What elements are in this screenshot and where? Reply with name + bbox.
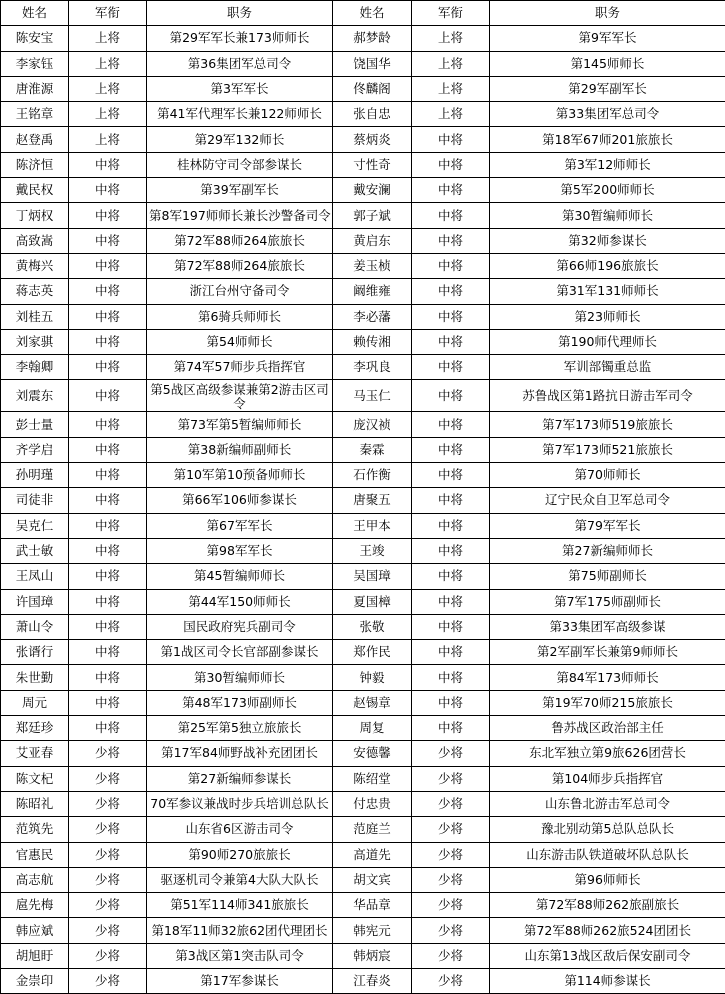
table-row [1,943,725,968]
cell-name-right: 马玉仁 [333,380,412,412]
cell-post-right: 第31军131师师长 [490,279,725,304]
cell-rank-right: 中将 [412,127,490,152]
cell-name-right: 庞汉祯 [333,412,412,437]
table-row [1,513,725,538]
table-row [1,102,725,127]
cell-rank-left: 中将 [69,279,147,304]
cell-post-left: 第5战区高级参谋兼第2游击区司令 [147,380,333,412]
cell-name-right: 戴安澜 [333,178,412,203]
cell-rank-left: 少将 [69,968,147,993]
cell-post-left: 第38新编师副师长 [147,437,333,462]
cell-name-right: 石作衡 [333,463,412,488]
cell-post-left: 第29军132师长 [147,127,333,152]
cell-rank-right: 中将 [412,304,490,329]
cell-rank-left: 上将 [69,127,147,152]
table-row [1,817,725,842]
cell-post-left: 70军参议兼战时步兵培训总队长 [147,791,333,816]
cell-post-right: 第96师师长 [490,867,725,892]
cell-post-right: 第3军12师师长 [490,152,725,177]
cell-rank-left: 上将 [69,102,147,127]
table-row [1,842,725,867]
cell-name-left: 吴克仁 [1,513,69,538]
cell-name-left: 金崇印 [1,968,69,993]
header-rank-right: 军衔 [412,1,490,26]
cell-name-right: 阚维雍 [333,279,412,304]
cell-name-right: 付忠贵 [333,791,412,816]
table-row [1,76,725,101]
table-row [1,127,725,152]
cell-rank-right: 中将 [412,279,490,304]
cell-name-left: 韩应斌 [1,918,69,943]
cell-post-left: 第36集团军总司令 [147,51,333,76]
cell-rank-right: 上将 [412,102,490,127]
cell-rank-right: 中将 [412,203,490,228]
cell-rank-right: 少将 [412,893,490,918]
cell-name-left: 陈济恒 [1,152,69,177]
table-row [1,412,725,437]
cell-rank-right: 中将 [412,513,490,538]
cell-post-left: 第73军第5暂编师师长 [147,412,333,437]
table-row [1,279,725,304]
cell-rank-left: 中将 [69,716,147,741]
cell-rank-right: 上将 [412,76,490,101]
table-row [1,640,725,665]
cell-name-left: 许国璋 [1,589,69,614]
cell-name-right: 夏国樟 [333,589,412,614]
cell-rank-left: 上将 [69,51,147,76]
cell-name-left: 胡旭盱 [1,943,69,968]
cell-rank-right: 上将 [412,26,490,51]
cell-post-left: 第39军副军长 [147,178,333,203]
cell-post-right: 第19军70师215旅旅长 [490,690,725,715]
cell-name-right: 安德馨 [333,741,412,766]
cell-name-right: 唐聚五 [333,488,412,513]
cell-rank-right: 少将 [412,968,490,993]
cell-rank-right: 中将 [412,355,490,380]
cell-post-right: 第18军67师201旅旅长 [490,127,725,152]
header-name-left: 姓名 [1,1,69,26]
cell-name-right: 郝梦龄 [333,26,412,51]
cell-rank-left: 中将 [69,690,147,715]
cell-post-left: 第72军88师264旅旅长 [147,228,333,253]
cell-rank-right: 中将 [412,463,490,488]
cell-name-left: 司徒非 [1,488,69,513]
cell-post-right: 第79军军长 [490,513,725,538]
cell-post-left: 驱逐机司令兼第4大队大队长 [147,867,333,892]
table-row [1,178,725,203]
cell-post-right: 第72军88师262旅524团团长 [490,918,725,943]
cell-post-right: 第2军副军长兼第9师师长 [490,640,725,665]
cell-rank-right: 中将 [412,589,490,614]
cell-post-left: 第18军11师32旅62团代理团长 [147,918,333,943]
cell-post-left: 第67军军长 [147,513,333,538]
cell-name-right: 韩宪元 [333,918,412,943]
cell-name-left: 刘家骐 [1,329,69,354]
cell-post-right: 第70师师长 [490,463,725,488]
cell-post-left: 第1战区司令长官部副参谋长 [147,640,333,665]
cell-post-left: 第74军57师步兵指挥官 [147,355,333,380]
cell-name-right: 赵锡章 [333,690,412,715]
cell-post-left: 第17军84师野战补充团团长 [147,741,333,766]
cell-rank-right: 中将 [412,412,490,437]
cell-name-left: 王凤山 [1,564,69,589]
cell-name-left: 李翰卿 [1,355,69,380]
cell-rank-right: 中将 [412,437,490,462]
table-row [1,380,725,412]
cell-name-right: 李巩良 [333,355,412,380]
cell-rank-left: 少将 [69,918,147,943]
cell-rank-left: 中将 [69,589,147,614]
cell-rank-right: 少将 [412,791,490,816]
cell-rank-left: 中将 [69,203,147,228]
cell-rank-right: 中将 [412,665,490,690]
table-row [1,690,725,715]
cell-rank-left: 中将 [69,152,147,177]
cell-name-left: 高致嵩 [1,228,69,253]
table-row [1,203,725,228]
cell-name-left: 刘震东 [1,380,69,412]
cell-post-right: 第27新编师师长 [490,538,725,563]
cell-name-left: 陈文杞 [1,766,69,791]
cell-post-right: 东北军独立第9旅626团营长 [490,741,725,766]
cell-name-right: 江春炎 [333,968,412,993]
cell-post-left: 第41军代理军长兼122师师长 [147,102,333,127]
cell-rank-left: 中将 [69,564,147,589]
cell-name-right: 王甲本 [333,513,412,538]
cell-name-right: 韩炳宸 [333,943,412,968]
table-row [1,152,725,177]
table-row [1,437,725,462]
table-row [1,766,725,791]
cell-rank-right: 中将 [412,564,490,589]
cell-name-right: 饶国华 [333,51,412,76]
cell-name-right: 李必藩 [333,304,412,329]
cell-post-left: 第98军军长 [147,538,333,563]
cell-name-right: 胡文宾 [333,867,412,892]
cell-rank-left: 中将 [69,463,147,488]
cell-post-right: 第66师196旅旅长 [490,253,725,278]
cell-name-right: 周复 [333,716,412,741]
cell-post-left: 第30暂编师师长 [147,665,333,690]
cell-name-left: 高志航 [1,867,69,892]
cell-post-left: 第25军第5独立旅旅长 [147,716,333,741]
cell-name-left: 彭士量 [1,412,69,437]
cell-name-right: 寸性奇 [333,152,412,177]
table-row [1,488,725,513]
cell-post-right: 第190师代理师长 [490,329,725,354]
cell-name-left: 萧山令 [1,614,69,639]
cell-name-right: 钟毅 [333,665,412,690]
cell-rank-left: 中将 [69,437,147,462]
cell-name-right: 郭子斌 [333,203,412,228]
cell-post-left: 第54师师长 [147,329,333,354]
cell-post-left: 第10军第10预备师师长 [147,463,333,488]
cell-rank-left: 中将 [69,329,147,354]
cell-rank-right: 中将 [412,253,490,278]
cell-name-left: 王铭章 [1,102,69,127]
table-row [1,716,725,741]
cell-rank-left: 上将 [69,76,147,101]
cell-rank-left: 少将 [69,741,147,766]
header-name-right: 姓名 [333,1,412,26]
cell-post-left: 浙江台州守备司令 [147,279,333,304]
cell-name-left: 陈昭礼 [1,791,69,816]
cell-post-right: 山东第13战区敌后保安副司令 [490,943,725,968]
table-row [1,228,725,253]
cell-post-right: 第7军173师519旅旅长 [490,412,725,437]
cell-rank-left: 少将 [69,817,147,842]
cell-post-left: 第72军88师264旅旅长 [147,253,333,278]
header-post-left: 职务 [147,1,333,26]
cell-rank-left: 中将 [69,640,147,665]
cell-name-left: 朱世勤 [1,665,69,690]
cell-rank-left: 中将 [69,538,147,563]
cell-rank-right: 上将 [412,51,490,76]
cell-post-right: 豫北别动第5总队总队长 [490,817,725,842]
cell-rank-right: 中将 [412,690,490,715]
cell-name-right: 张敬 [333,614,412,639]
cell-post-right: 第72军88师262旅副旅长 [490,893,725,918]
cell-name-left: 李家钰 [1,51,69,76]
table-row [1,304,725,329]
cell-rank-right: 中将 [412,228,490,253]
cell-name-left: 扈先梅 [1,893,69,918]
cell-name-right: 张自忠 [333,102,412,127]
cell-rank-right: 中将 [412,178,490,203]
cell-post-right: 辽宁民众自卫军总司令 [490,488,725,513]
cell-name-right: 蔡炳炎 [333,127,412,152]
cell-name-right: 高道先 [333,842,412,867]
table-row [1,589,725,614]
cell-rank-left: 中将 [69,228,147,253]
cell-name-right: 王竣 [333,538,412,563]
cell-post-left: 第48军173师副师长 [147,690,333,715]
cell-name-right: 赖传湘 [333,329,412,354]
cell-rank-right: 少将 [412,842,490,867]
cell-name-left: 刘桂五 [1,304,69,329]
cell-rank-left: 中将 [69,380,147,412]
cell-rank-right: 中将 [412,614,490,639]
cell-name-left: 蒋志英 [1,279,69,304]
cell-rank-left: 少将 [69,842,147,867]
cell-name-right: 范庭兰 [333,817,412,842]
cell-rank-left: 少将 [69,766,147,791]
cell-rank-right: 少将 [412,817,490,842]
cell-post-left: 第66军106师参谋长 [147,488,333,513]
cell-rank-left: 中将 [69,178,147,203]
cell-rank-left: 少将 [69,893,147,918]
cell-name-right: 黄启东 [333,228,412,253]
cell-post-left: 第3战区第1突击队司令 [147,943,333,968]
cell-post-right: 第114师参谋长 [490,968,725,993]
cell-name-left: 陈安宝 [1,26,69,51]
cell-rank-left: 中将 [69,665,147,690]
cell-name-left: 黄梅兴 [1,253,69,278]
cell-rank-right: 中将 [412,640,490,665]
cell-rank-left: 中将 [69,304,147,329]
table-row [1,26,725,51]
cell-rank-right: 中将 [412,329,490,354]
cell-name-left: 丁炳权 [1,203,69,228]
cell-rank-left: 少将 [69,943,147,968]
cell-name-left: 周元 [1,690,69,715]
cell-name-left: 官惠民 [1,842,69,867]
cell-rank-left: 少将 [69,791,147,816]
cell-name-right: 华品章 [333,893,412,918]
cell-name-right: 姜玉桢 [333,253,412,278]
cell-rank-right: 中将 [412,380,490,412]
cell-name-left: 武士敏 [1,538,69,563]
cell-post-right: 第23师师长 [490,304,725,329]
cell-name-left: 艾亚春 [1,741,69,766]
cell-post-right: 苏鲁战区第1路抗日游击军司令 [490,380,725,412]
cell-post-left: 第17军参谋长 [147,968,333,993]
cell-post-left: 山东省6区游击司令 [147,817,333,842]
cell-post-left: 第3军军长 [147,76,333,101]
cell-post-right: 第104师步兵指挥官 [490,766,725,791]
cell-rank-right: 少将 [412,943,490,968]
cell-post-right: 第7军175师副师长 [490,589,725,614]
cell-post-right: 第145师师长 [490,51,725,76]
cell-post-right: 军训部镯重总监 [490,355,725,380]
cell-post-left: 桂林防守司令部参谋长 [147,152,333,177]
cell-name-left: 赵登禹 [1,127,69,152]
cell-rank-right: 少将 [412,918,490,943]
table-row [1,893,725,918]
table-row [1,329,725,354]
cell-post-right: 第33集团军总司令 [490,102,725,127]
cell-name-right: 郑作民 [333,640,412,665]
cell-rank-left: 上将 [69,26,147,51]
cell-post-left: 第90师270旅旅长 [147,842,333,867]
cell-name-right: 秦霖 [333,437,412,462]
cell-name-left: 张谞行 [1,640,69,665]
table-row [1,665,725,690]
cell-post-right: 第30暂编师师长 [490,203,725,228]
table-row [1,538,725,563]
cell-rank-right: 少将 [412,766,490,791]
table-row [1,791,725,816]
cell-post-right: 第9军军长 [490,26,725,51]
cell-post-right: 鲁苏战区政治部主任 [490,716,725,741]
cell-post-left: 国民政府宪兵副司令 [147,614,333,639]
cell-post-right: 第32师参谋长 [490,228,725,253]
cell-name-left: 孙明瑾 [1,463,69,488]
table-row [1,253,725,278]
cell-rank-left: 中将 [69,412,147,437]
table-row [1,564,725,589]
cell-name-left: 唐淮源 [1,76,69,101]
cell-name-right: 佟麟阁 [333,76,412,101]
table-row [1,918,725,943]
cell-name-left: 范筑先 [1,817,69,842]
cell-name-left: 戴民权 [1,178,69,203]
cell-post-right: 山东游击队铁道破坏队总队长 [490,842,725,867]
cell-rank-left: 中将 [69,513,147,538]
cell-post-right: 山东鲁北游击军总司令 [490,791,725,816]
cell-post-left: 第44军150师师长 [147,589,333,614]
cell-rank-right: 少将 [412,867,490,892]
cell-name-left: 齐学启 [1,437,69,462]
cell-post-right: 第75师副师长 [490,564,725,589]
cell-post-left: 第8军197师师长兼长沙警备司令 [147,203,333,228]
cell-post-right: 第29军副军长 [490,76,725,101]
cell-post-right: 第84军173师师长 [490,665,725,690]
cell-post-right: 第7军173师521旅旅长 [490,437,725,462]
cell-rank-right: 中将 [412,488,490,513]
cell-rank-left: 中将 [69,253,147,278]
cell-name-right: 陈绍堂 [333,766,412,791]
cell-post-left: 第51军114师341旅旅长 [147,893,333,918]
header-rank-left: 军衔 [69,1,147,26]
cell-post-left: 第45暂编师师长 [147,564,333,589]
cell-post-left: 第29军军长兼173师师长 [147,26,333,51]
header-post-right: 职务 [490,1,725,26]
cell-post-right: 第33集团军高级参谋 [490,614,725,639]
cell-post-left: 第27新编师参谋长 [147,766,333,791]
cell-post-right: 第5军200师师长 [490,178,725,203]
cell-rank-left: 中将 [69,488,147,513]
table-row [1,355,725,380]
table-row [1,968,725,993]
table-row [1,741,725,766]
cell-rank-left: 中将 [69,614,147,639]
table-row [1,463,725,488]
cell-post-left: 第6骑兵师师长 [147,304,333,329]
cell-rank-right: 少将 [412,741,490,766]
cell-rank-left: 少将 [69,867,147,892]
table-row [1,614,725,639]
header-row [1,1,725,26]
cell-rank-right: 中将 [412,152,490,177]
roster-body [1,26,725,994]
cell-rank-right: 中将 [412,716,490,741]
table-row [1,51,725,76]
cell-name-left: 郑廷珍 [1,716,69,741]
cell-rank-left: 中将 [69,355,147,380]
cell-rank-right: 中将 [412,538,490,563]
cell-name-right: 吴国璋 [333,564,412,589]
table-row [1,867,725,892]
